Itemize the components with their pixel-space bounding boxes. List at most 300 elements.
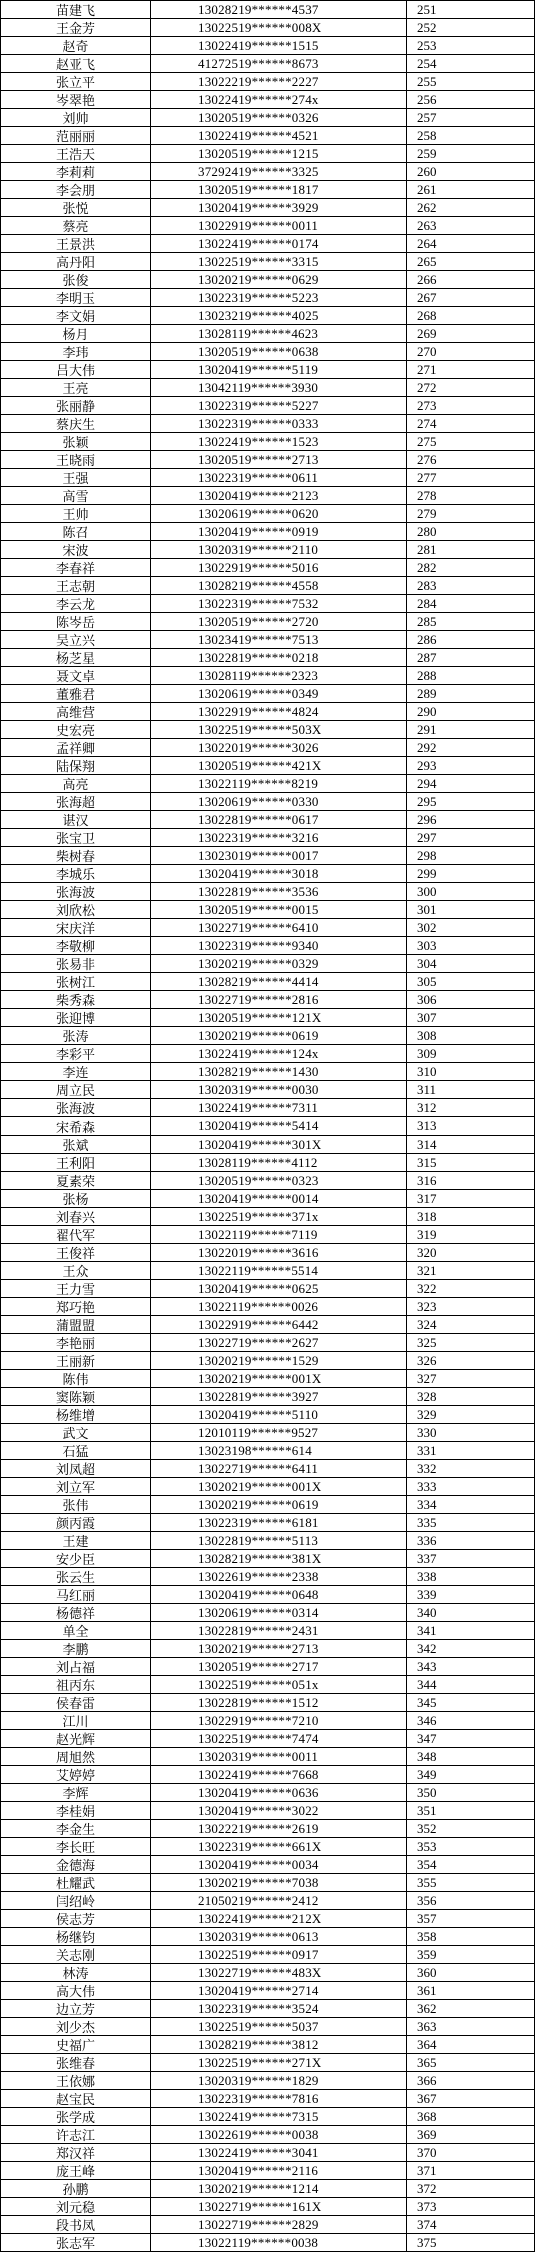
serial-number-cell: 343 xyxy=(407,1658,535,1676)
name-cell: 宋波 xyxy=(1,541,151,559)
id-number-cell: 13020419******2116 xyxy=(151,2162,407,2180)
serial-number-cell: 302 xyxy=(407,919,535,937)
serial-number-cell: 282 xyxy=(407,559,535,577)
name-cell: 蔡亮 xyxy=(1,217,151,235)
table-row xyxy=(1,1460,535,1478)
name-cell: 张云生 xyxy=(1,1568,151,1586)
id-number-cell: 13022919******4824 xyxy=(151,703,407,721)
serial-number-cell: 371 xyxy=(407,2162,535,2180)
name-cell: 关志刚 xyxy=(1,1946,151,1964)
name-cell: 王景洪 xyxy=(1,235,151,253)
serial-number-cell: 367 xyxy=(407,2090,535,2108)
table-row xyxy=(1,847,535,865)
serial-number-cell: 311 xyxy=(407,1081,535,1099)
serial-number-cell: 325 xyxy=(407,1334,535,1352)
serial-number-cell: 374 xyxy=(407,2216,535,2234)
id-number-cell: 13022819******0218 xyxy=(151,649,407,667)
name-cell: 张海波 xyxy=(1,1099,151,1117)
table-row xyxy=(1,793,535,811)
serial-number-cell: 306 xyxy=(407,991,535,1009)
serial-number-cell: 283 xyxy=(407,577,535,595)
table-row xyxy=(1,721,535,739)
serial-number-cell: 255 xyxy=(407,73,535,91)
serial-number-cell: 354 xyxy=(407,1856,535,1874)
table-row xyxy=(1,1964,535,1982)
id-number-cell: 13022719******483X xyxy=(151,1964,407,1982)
serial-number-cell: 348 xyxy=(407,1748,535,1766)
id-number-cell: 13022319******5227 xyxy=(151,397,407,415)
table-row xyxy=(1,865,535,883)
table-row xyxy=(1,379,535,397)
name-cell: 柴树春 xyxy=(1,847,151,865)
serial-number-cell: 279 xyxy=(407,505,535,523)
table-row xyxy=(1,541,535,559)
id-number-cell: 13020219******0329 xyxy=(151,955,407,973)
serial-number-cell: 291 xyxy=(407,721,535,739)
serial-number-cell: 257 xyxy=(407,109,535,127)
serial-number-cell: 320 xyxy=(407,1244,535,1262)
serial-number-cell: 285 xyxy=(407,613,535,631)
id-number-cell: 13022119******8219 xyxy=(151,775,407,793)
table-row xyxy=(1,595,535,613)
name-cell: 董雅君 xyxy=(1,685,151,703)
table-body xyxy=(1,1,535,2252)
table-row xyxy=(1,1,535,19)
table-row xyxy=(1,1063,535,1081)
serial-number-cell: 362 xyxy=(407,2000,535,2018)
serial-number-cell: 307 xyxy=(407,1009,535,1027)
id-number-cell: 13023198******614 xyxy=(151,1442,407,1460)
id-number-cell: 13020219******001X xyxy=(151,1478,407,1496)
table-row xyxy=(1,523,535,541)
name-cell: 庞王峰 xyxy=(1,2162,151,2180)
name-cell: 王金芳 xyxy=(1,19,151,37)
id-number-cell: 13028219******4537 xyxy=(151,1,407,19)
name-cell: 高丹阳 xyxy=(1,253,151,271)
name-cell: 王利阳 xyxy=(1,1154,151,1172)
serial-number-cell: 260 xyxy=(407,163,535,181)
name-cell: 武文 xyxy=(1,1424,151,1442)
table-row xyxy=(1,937,535,955)
id-number-cell: 13028119******4112 xyxy=(151,1154,407,1172)
id-number-cell: 13020219******2713 xyxy=(151,1640,407,1658)
name-cell: 夏素荣 xyxy=(1,1172,151,1190)
name-cell: 李长旺 xyxy=(1,1838,151,1856)
serial-number-cell: 271 xyxy=(407,361,535,379)
table-row xyxy=(1,2126,535,2144)
serial-number-cell: 290 xyxy=(407,703,535,721)
table-row xyxy=(1,361,535,379)
serial-number-cell: 297 xyxy=(407,829,535,847)
table-row xyxy=(1,1442,535,1460)
table-row xyxy=(1,469,535,487)
name-cell: 高雪 xyxy=(1,487,151,505)
id-number-cell: 13020219******0629 xyxy=(151,271,407,289)
id-number-cell: 13020319******1829 xyxy=(151,2072,407,2090)
name-cell: 宋希森 xyxy=(1,1117,151,1136)
table-row xyxy=(1,2198,535,2216)
table-row xyxy=(1,1802,535,1820)
serial-number-cell: 346 xyxy=(407,1712,535,1730)
table-row xyxy=(1,397,535,415)
name-cell: 窦陈颖 xyxy=(1,1388,151,1406)
serial-number-cell: 256 xyxy=(407,91,535,109)
id-number-cell: 13020619******0314 xyxy=(151,1604,407,1622)
serial-number-cell: 365 xyxy=(407,2054,535,2072)
id-number-cell: 13020419******2714 xyxy=(151,1982,407,2000)
id-number-cell: 13022319******7532 xyxy=(151,595,407,613)
serial-number-cell: 258 xyxy=(407,127,535,145)
serial-number-cell: 266 xyxy=(407,271,535,289)
serial-number-cell: 288 xyxy=(407,667,535,685)
table-row xyxy=(1,271,535,289)
serial-number-cell: 314 xyxy=(407,1136,535,1154)
name-cell: 史宏亮 xyxy=(1,721,151,739)
table-row xyxy=(1,1712,535,1730)
serial-number-cell: 337 xyxy=(407,1550,535,1568)
id-number-cell: 13020419******0034 xyxy=(151,1856,407,1874)
table-row xyxy=(1,1388,535,1406)
table-row xyxy=(1,1910,535,1928)
table-row xyxy=(1,55,535,73)
table-row xyxy=(1,1856,535,1874)
name-cell: 杨继钧 xyxy=(1,1928,151,1946)
name-cell: 史福广 xyxy=(1,2036,151,2054)
id-number-cell: 13020619******0620 xyxy=(151,505,407,523)
table-row xyxy=(1,775,535,793)
name-cell: 李会朋 xyxy=(1,181,151,199)
serial-number-cell: 375 xyxy=(407,2234,535,2252)
table-row xyxy=(1,1045,535,1063)
name-cell: 石猛 xyxy=(1,1442,151,1460)
table-row xyxy=(1,91,535,109)
table-row xyxy=(1,307,535,325)
id-number-cell: 12010119******9527 xyxy=(151,1424,407,1442)
table-row xyxy=(1,703,535,721)
id-number-cell: 13028219******4414 xyxy=(151,973,407,991)
serial-number-cell: 334 xyxy=(407,1496,535,1514)
id-number-cell: 13020519******0638 xyxy=(151,343,407,361)
serial-number-cell: 349 xyxy=(407,1766,535,1784)
id-number-cell: 13022419******212X xyxy=(151,1910,407,1928)
serial-number-cell: 322 xyxy=(407,1280,535,1298)
serial-number-cell: 363 xyxy=(407,2018,535,2036)
name-cell: 刘占福 xyxy=(1,1658,151,1676)
table-row xyxy=(1,487,535,505)
table-row xyxy=(1,1676,535,1694)
serial-number-cell: 295 xyxy=(407,793,535,811)
serial-number-cell: 330 xyxy=(407,1424,535,1442)
name-cell: 张易非 xyxy=(1,955,151,973)
table-row xyxy=(1,1208,535,1226)
name-cell: 孙鹏 xyxy=(1,2180,151,2198)
table-row xyxy=(1,1027,535,1045)
name-cell: 柴秀森 xyxy=(1,991,151,1009)
name-cell: 苗建飞 xyxy=(1,1,151,19)
serial-number-cell: 373 xyxy=(407,2198,535,2216)
name-cell: 李鹏 xyxy=(1,1640,151,1658)
table-row xyxy=(1,1262,535,1280)
serial-number-cell: 360 xyxy=(407,1964,535,1982)
name-cell: 刘帅 xyxy=(1,109,151,127)
serial-number-cell: 332 xyxy=(407,1460,535,1478)
id-number-cell: 13020319******0011 xyxy=(151,1748,407,1766)
name-cell: 孟祥卿 xyxy=(1,739,151,757)
id-number-cell: 13020619******0330 xyxy=(151,793,407,811)
name-cell: 刘欣松 xyxy=(1,901,151,919)
id-number-cell: 13022619******2338 xyxy=(151,1568,407,1586)
serial-number-cell: 358 xyxy=(407,1928,535,1946)
serial-number-cell: 341 xyxy=(407,1622,535,1640)
name-cell: 林涛 xyxy=(1,1964,151,1982)
table-row xyxy=(1,1496,535,1514)
serial-number-cell: 344 xyxy=(407,1676,535,1694)
id-number-cell: 13022319******9340 xyxy=(151,937,407,955)
name-cell: 陈伟 xyxy=(1,1370,151,1388)
serial-number-cell: 296 xyxy=(407,811,535,829)
serial-number-cell: 353 xyxy=(407,1838,535,1856)
table-row xyxy=(1,2000,535,2018)
table-row xyxy=(1,1370,535,1388)
table-row xyxy=(1,1892,535,1910)
id-number-cell: 13028219******1430 xyxy=(151,1063,407,1081)
name-cell: 王亮 xyxy=(1,379,151,397)
serial-number-cell: 366 xyxy=(407,2072,535,2090)
serial-number-cell: 351 xyxy=(407,1802,535,1820)
serial-number-cell: 315 xyxy=(407,1154,535,1172)
name-cell: 陈岑岳 xyxy=(1,613,151,631)
name-cell: 李彩平 xyxy=(1,1045,151,1063)
table-row xyxy=(1,1748,535,1766)
id-number-cell: 13022819******0617 xyxy=(151,811,407,829)
table-row xyxy=(1,757,535,775)
name-cell: 周旭然 xyxy=(1,1748,151,1766)
table-row xyxy=(1,1730,535,1748)
name-cell: 王丽新 xyxy=(1,1352,151,1370)
table-row xyxy=(1,1352,535,1370)
serial-number-cell: 252 xyxy=(407,19,535,37)
serial-number-cell: 316 xyxy=(407,1172,535,1190)
table-row xyxy=(1,73,535,91)
name-cell: 张维春 xyxy=(1,2054,151,2072)
table-row xyxy=(1,433,535,451)
id-number-cell: 13022319******3524 xyxy=(151,2000,407,2018)
name-cell: 张海波 xyxy=(1,883,151,901)
name-cell: 王依娜 xyxy=(1,2072,151,2090)
id-number-cell: 13023219******4025 xyxy=(151,307,407,325)
serial-number-cell: 264 xyxy=(407,235,535,253)
serial-number-cell: 289 xyxy=(407,685,535,703)
name-cell: 张学成 xyxy=(1,2108,151,2126)
serial-number-cell: 339 xyxy=(407,1586,535,1604)
name-cell: 李春祥 xyxy=(1,559,151,577)
table-row xyxy=(1,2108,535,2126)
table-row xyxy=(1,1478,535,1496)
id-number-cell: 13022719******6411 xyxy=(151,1460,407,1478)
id-number-cell: 13020519******2713 xyxy=(151,451,407,469)
id-number-cell: 13023019******0017 xyxy=(151,847,407,865)
name-cell: 郑汉祥 xyxy=(1,2144,151,2162)
id-number-cell: 13022819******1512 xyxy=(151,1694,407,1712)
serial-number-cell: 372 xyxy=(407,2180,535,2198)
id-number-cell: 41272519******8673 xyxy=(151,55,407,73)
id-number-cell: 13022919******5016 xyxy=(151,559,407,577)
name-cell: 蔡庆生 xyxy=(1,415,151,433)
name-cell: 祖丙东 xyxy=(1,1676,151,1694)
table-row xyxy=(1,2072,535,2090)
name-cell: 蒲盟盟 xyxy=(1,1316,151,1334)
table-row xyxy=(1,955,535,973)
id-number-cell: 13020319******2110 xyxy=(151,541,407,559)
name-cell: 王强 xyxy=(1,469,151,487)
name-cell: 张迎博 xyxy=(1,1009,151,1027)
id-number-cell: 13020219******001X xyxy=(151,1370,407,1388)
id-number-cell: 13028219******381X xyxy=(151,1550,407,1568)
name-cell: 赵亚飞 xyxy=(1,55,151,73)
id-number-cell: 13020519******0323 xyxy=(151,1172,407,1190)
name-cell: 王帅 xyxy=(1,505,151,523)
name-cell: 高维营 xyxy=(1,703,151,721)
serial-number-cell: 269 xyxy=(407,325,535,343)
id-number-cell: 13022519******0917 xyxy=(151,1946,407,1964)
serial-number-cell: 277 xyxy=(407,469,535,487)
serial-number-cell: 251 xyxy=(407,1,535,19)
name-cell: 岑翠艳 xyxy=(1,91,151,109)
id-number-cell: 13022119******5514 xyxy=(151,1262,407,1280)
name-cell: 江川 xyxy=(1,1712,151,1730)
id-number-cell: 13022119******7119 xyxy=(151,1226,407,1244)
name-cell: 李明玉 xyxy=(1,289,151,307)
name-cell: 张宝卫 xyxy=(1,829,151,847)
serial-number-cell: 364 xyxy=(407,2036,535,2054)
id-number-cell: 13022919******0011 xyxy=(151,217,407,235)
id-number-cell: 13022519******008X xyxy=(151,19,407,37)
name-cell: 王众 xyxy=(1,1262,151,1280)
id-number-cell: 13022419******0174 xyxy=(151,235,407,253)
id-number-cell: 37292419******3325 xyxy=(151,163,407,181)
id-number-cell: 13020419******5414 xyxy=(151,1117,407,1136)
id-number-cell: 13020419******0919 xyxy=(151,523,407,541)
name-cell: 赵奇 xyxy=(1,37,151,55)
serial-number-cell: 301 xyxy=(407,901,535,919)
id-number-cell: 13020419******3022 xyxy=(151,1802,407,1820)
name-cell: 侯志芳 xyxy=(1,1910,151,1928)
serial-number-cell: 309 xyxy=(407,1045,535,1063)
id-number-cell: 13028119******4623 xyxy=(151,325,407,343)
table-row xyxy=(1,667,535,685)
serial-number-cell: 265 xyxy=(407,253,535,271)
name-cell: 谌汉 xyxy=(1,811,151,829)
id-number-cell: 13020419******0648 xyxy=(151,1586,407,1604)
table-row xyxy=(1,1514,535,1532)
serial-number-cell: 318 xyxy=(407,1208,535,1226)
id-number-cell: 13022419******1515 xyxy=(151,37,407,55)
serial-number-cell: 326 xyxy=(407,1352,535,1370)
table-row xyxy=(1,1099,535,1117)
table-row xyxy=(1,343,535,361)
id-number-cell: 13022419******274x xyxy=(151,91,407,109)
serial-number-cell: 327 xyxy=(407,1370,535,1388)
id-number-cell: 13022419******1523 xyxy=(151,433,407,451)
name-cell: 张海超 xyxy=(1,793,151,811)
serial-number-cell: 303 xyxy=(407,937,535,955)
table-row xyxy=(1,1586,535,1604)
name-cell: 周立民 xyxy=(1,1081,151,1099)
id-number-cell: 13022319******3216 xyxy=(151,829,407,847)
serial-number-cell: 304 xyxy=(407,955,535,973)
name-cell: 宋庆洋 xyxy=(1,919,151,937)
id-number-cell: 13022519******503X xyxy=(151,721,407,739)
name-cell: 刘立军 xyxy=(1,1478,151,1496)
serial-number-cell: 347 xyxy=(407,1730,535,1748)
name-cell: 张颖 xyxy=(1,433,151,451)
id-number-cell: 13020419******3929 xyxy=(151,199,407,217)
id-number-cell: 13020219******0619 xyxy=(151,1027,407,1045)
table-row xyxy=(1,811,535,829)
name-cell: 颜丙霞 xyxy=(1,1514,151,1532)
id-number-cell: 13022119******0038 xyxy=(151,2234,407,2252)
serial-number-cell: 357 xyxy=(407,1910,535,1928)
name-cell: 张悦 xyxy=(1,199,151,217)
name-cell: 范丽丽 xyxy=(1,127,151,145)
serial-number-cell: 369 xyxy=(407,2126,535,2144)
table-row xyxy=(1,1172,535,1190)
id-number-cell: 13022819******3536 xyxy=(151,883,407,901)
name-cell: 高亮 xyxy=(1,775,151,793)
id-number-cell: 13022519******271X xyxy=(151,2054,407,2072)
id-number-cell: 13020519******2720 xyxy=(151,613,407,631)
id-number-cell: 13020619******0349 xyxy=(151,685,407,703)
table-row xyxy=(1,127,535,145)
name-cell: 聂文卓 xyxy=(1,667,151,685)
serial-number-cell: 328 xyxy=(407,1388,535,1406)
id-number-cell: 13022219******2619 xyxy=(151,1820,407,1838)
table-row xyxy=(1,1117,535,1136)
id-number-cell: 21050219******2412 xyxy=(151,1892,407,1910)
id-number-cell: 13022119******0026 xyxy=(151,1298,407,1316)
id-number-cell: 13022419******124x xyxy=(151,1045,407,1063)
table-row xyxy=(1,1694,535,1712)
name-cell: 张志军 xyxy=(1,2234,151,2252)
table-row xyxy=(1,1009,535,1027)
name-cell: 李敬柳 xyxy=(1,937,151,955)
name-cell: 高大伟 xyxy=(1,1982,151,2000)
table-row xyxy=(1,1081,535,1099)
table-row xyxy=(1,1658,535,1676)
table-row xyxy=(1,1316,535,1334)
table-row xyxy=(1,37,535,55)
table-row xyxy=(1,2216,535,2234)
serial-number-cell: 278 xyxy=(407,487,535,505)
serial-number-cell: 336 xyxy=(407,1532,535,1550)
id-number-cell: 13022519******3315 xyxy=(151,253,407,271)
name-cell: 侯春雷 xyxy=(1,1694,151,1712)
id-number-cell: 13022519******7474 xyxy=(151,1730,407,1748)
table-row xyxy=(1,325,535,343)
name-cell: 许志江 xyxy=(1,2126,151,2144)
name-cell: 刘元稳 xyxy=(1,2198,151,2216)
name-cell: 张树江 xyxy=(1,973,151,991)
table-row xyxy=(1,451,535,469)
serial-number-cell: 324 xyxy=(407,1316,535,1334)
serial-number-cell: 254 xyxy=(407,55,535,73)
table-row xyxy=(1,2234,535,2252)
name-cell: 陆保翔 xyxy=(1,757,151,775)
id-number-cell: 13022419******4521 xyxy=(151,127,407,145)
serial-number-cell: 370 xyxy=(407,2144,535,2162)
id-number-cell: 13020519******1215 xyxy=(151,145,407,163)
table-row xyxy=(1,577,535,595)
